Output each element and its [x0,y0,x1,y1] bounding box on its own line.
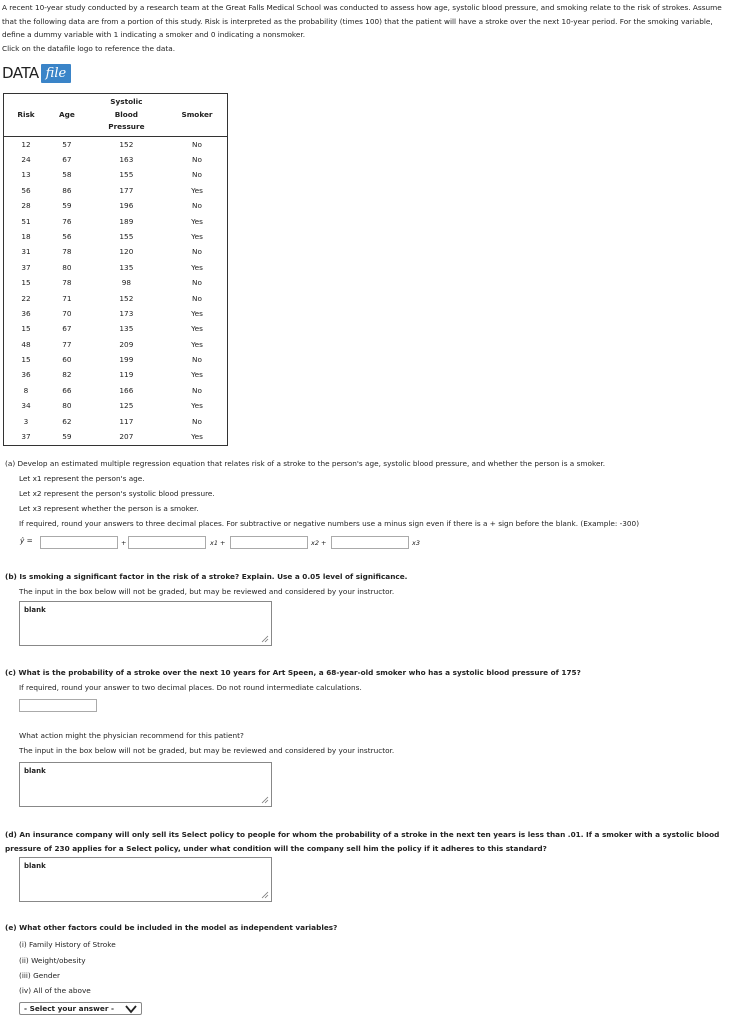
smoker-cell: No [192,385,202,395]
age-cell: 70 [62,308,72,318]
age-cell: 66 [62,385,72,395]
smoker-cell: Yes [191,432,203,442]
risk-cell: 56 [21,185,31,195]
age-cell: 77 [62,339,72,349]
sbp-cell: 209 [119,339,134,349]
age-cell: 78 [62,278,72,288]
risk-cell: 37 [21,432,31,442]
yhat-label: ŷ = [20,536,33,545]
table-row [4,383,228,398]
risk-cell: 18 [21,231,31,241]
sbp-cell: 117 [119,416,134,426]
risk-cell: 51 [21,216,31,226]
risk-cell: 13 [21,170,31,180]
sbp-cell: 135 [119,262,134,272]
question-c: (c) What is the probability of a stroke over the next 10 years for Art Speen, a 68-year-old smoker who has a systolic blood pressure of 175? [5,668,581,677]
age-cell: 58 [62,170,72,180]
table-row [4,352,228,367]
table-row [4,322,228,337]
table-row [4,291,228,306]
table-row [4,245,228,260]
option-i: (i) Family History of Stroke [19,940,116,949]
sbp-cell: 119 [119,370,134,380]
sbp-cell: 166 [119,385,134,395]
age-cell: 62 [62,416,72,426]
b1-input[interactable] [128,536,206,549]
x2-definition: Let x2 represent the person's systolic blood pressure. [19,489,215,498]
risk-cell: 3 [23,416,29,426]
table-header-row [4,94,228,137]
table-row [4,399,228,414]
sbp-cell: 189 [119,216,134,226]
table-row [4,368,228,383]
risk-cell: 34 [21,401,31,411]
sbp-cell: 98 [121,278,132,288]
resize-grip-icon[interactable] [261,891,269,899]
smoker-cell: Yes [191,339,203,349]
smoker-cell: No [192,293,202,303]
chevron-down-icon [125,1004,137,1014]
age-cell: 57 [62,139,72,149]
b-note: The input in the box below will not be graded, but may be reviewed and considered by your instructor. [19,587,395,596]
risk-cell: 28 [21,201,31,211]
age-cell: 56 [62,231,72,241]
sbp-cell: 135 [119,324,134,334]
c-instruction: If required, round your answer to two decimal places. Do not round intermediate calculations. [19,683,362,692]
smoker-cell: Yes [191,262,203,272]
x1-term: x1 + [210,539,226,547]
smoker-cell: Yes [191,370,203,380]
sbp-cell: 155 [119,170,134,180]
a-instruction: If required, round your answers to three decimal places. For subtractive or negative numbers use a minus sign even if there is a + sign before the blank. (Example: -300) [19,519,640,528]
table-row [4,229,228,244]
intercept-input[interactable] [40,536,118,549]
age-cell: 86 [62,185,72,195]
smoker-cell: No [192,278,202,288]
data-table [3,93,228,446]
b-answer-textarea[interactable] [19,601,272,646]
risk-cell: 15 [21,278,31,288]
risk-cell: 24 [21,154,31,164]
sbp-cell: 125 [119,401,134,411]
table-row [4,429,228,445]
table-row [4,152,228,167]
table-row [4,306,228,321]
smoker-cell: Yes [191,231,203,241]
smoker-cell: No [192,170,202,180]
smoker-cell: No [192,139,202,149]
risk-cell: 48 [21,339,31,349]
c-answer-textarea[interactable] [19,762,272,807]
question-a: (a) Develop an estimated multiple regression equation that relates risk of a stroke to the person's age, systolic blood pressure, and whether the person is a smoker. [5,459,606,468]
d-answer-textarea[interactable] [19,857,272,902]
sbp-cell: 152 [119,139,134,149]
smoker-cell: No [192,201,202,211]
x1-definition: Let x1 represent the person's age. [19,474,145,483]
sbp-cell: 152 [119,293,134,303]
x3-definition: Let x3 represent whether the person is a smoker. [19,504,199,513]
smoker-cell: No [192,247,202,257]
table-row [4,337,228,352]
smoker-cell: Yes [191,308,203,318]
header-age: Age [48,94,86,137]
risk-cell: 31 [21,247,31,257]
option-iii: (iii) Gender [19,971,60,980]
risk-cell: 12 [21,139,31,149]
smoker-cell: Yes [191,185,203,195]
intro-text: A recent 10-year study conducted by a research team at the Great Falls Medical School was conducted to assess how age, systolic blood pressure, and smoking relate to the risk of strokes. Assume that the following data are from a portion of this study. Risk is interpreted as the probability (times 100) that the patient will have a stroke over the next 10-year period. For the smoking variable, define a dummy variable with 1 indicating a smoker and 0 indicating a nonsmoker. [2,3,722,39]
smoker-cell: No [192,154,202,164]
b-placeholder: blank [24,606,46,614]
table-row [4,168,228,183]
c-note: The input in the box below will not be graded, but may be reviewed and considered by your instructor. [19,746,395,755]
plus-sign: + [121,539,127,547]
header-systolic-blood-pressure: Systolic Blood Pressure [86,94,167,137]
age-cell: 67 [62,324,72,334]
question-b: (b) Is smoking a significant factor in the risk of a stroke? Explain. Use a 0.05 level of significance. [5,572,408,581]
age-cell: 82 [62,370,72,380]
table-row [4,199,228,214]
option-ii: (ii) Weight/obesity [19,956,86,965]
answer-select[interactable] [19,1002,142,1015]
table-row [4,260,228,275]
age-cell: 59 [62,201,72,211]
header-smoker: Smoker [167,94,228,137]
resize-grip-icon[interactable] [261,796,269,804]
datafile-logo-file: file [41,64,72,83]
datafile-logo-data: DATA [2,64,39,82]
datafile-instruction: Click on the datafile logo to reference the data. [2,44,176,53]
risk-cell: 36 [21,370,31,380]
risk-cell: 36 [21,308,31,318]
table-row [4,276,228,291]
age-cell: 59 [62,432,72,442]
table-row [4,214,228,229]
sbp-cell: 196 [119,201,134,211]
c-placeholder: blank [24,767,46,775]
question-e: (e) What other factors could be included in the model as independent variables? [5,923,338,932]
x2-term: x2 + [311,539,327,547]
age-cell: 80 [62,262,72,272]
option-iv: (iv) All of the above [19,986,91,995]
question-d: (d) An insurance company will only sell its Select policy to people for whom the probability of a stroke in the next ten years is less than .01. If a smoker with a systolic blood pressure of 230 applies for a Select policy, under what condition will the company sell him the policy if it adheres to this standard? [5,830,720,853]
age-cell: 76 [62,216,72,226]
x3-term: x3 [412,539,420,547]
smoker-cell: Yes [191,401,203,411]
risk-cell: 22 [21,293,31,303]
risk-cell: 15 [21,355,31,365]
header-risk: Risk [4,94,49,137]
risk-cell: 15 [21,324,31,334]
smoker-cell: Yes [191,216,203,226]
table-row [4,183,228,198]
b3-input[interactable] [331,536,409,549]
table-row [4,414,228,429]
d-placeholder: blank [24,862,46,870]
sbp-cell: 155 [119,231,134,241]
datafile-logo[interactable] [2,63,71,84]
sbp-cell: 207 [119,432,134,442]
sbp-cell: 120 [119,247,134,257]
age-cell: 80 [62,401,72,411]
risk-cell: 8 [23,385,29,395]
age-cell: 71 [62,293,72,303]
b2-input[interactable] [230,536,308,549]
smoker-cell: Yes [191,324,203,334]
sbp-cell: 199 [119,355,134,365]
select-label: - Select your answer - [24,1004,114,1013]
age-cell: 60 [62,355,72,365]
resize-grip-icon[interactable] [261,635,269,643]
sbp-cell: 163 [119,154,134,164]
risk-cell: 37 [21,262,31,272]
smoker-cell: No [192,416,202,426]
probability-input[interactable] [19,699,97,712]
smoker-cell: No [192,355,202,365]
age-cell: 67 [62,154,72,164]
age-cell: 78 [62,247,72,257]
c-action-question: What action might the physician recommend for this patient? [19,731,244,740]
sbp-cell: 173 [119,308,134,318]
sbp-cell: 177 [119,185,134,195]
table-row [4,137,228,153]
